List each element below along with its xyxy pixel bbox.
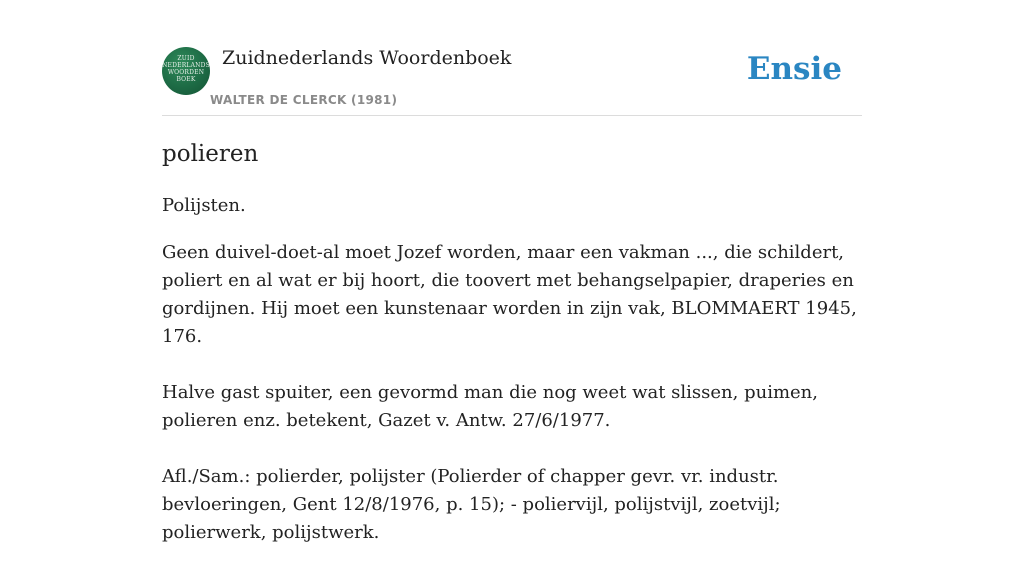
citation-paragraph: Geen duivel-doet-al moet Jozef worden, maar een vakman ..., die schildert, poliert en al wat er bij hoort, die toovert met behangselpapier, draperies en gordijnen. Hij moet een kunstenaar worden in zijn vak, BLOMMAERT 1945, 176. <box>162 242 857 347</box>
ensie-logo-link[interactable]: Ensie <box>746 51 842 87</box>
book-logo[interactable] <box>162 47 210 95</box>
logo-text: ZUID NEDERLANDS WOORDEN BOEK <box>162 55 210 83</box>
citation-paragraph: Halve gast spuiter, een gevormd man die nog weet wat slissen, puimen, polieren enz. betekent, Gazet v. Antw. 27/6/1977. <box>162 382 818 431</box>
entry-term: polieren <box>162 141 259 167</box>
header <box>162 44 862 116</box>
book-author: WALTER DE CLERCK (1981) <box>210 93 398 107</box>
book-title[interactable]: Zuidnederlands Woordenboek <box>222 47 512 69</box>
derivations-paragraph: Afl./Sam.: polierder, polijster (Polierder of chapper gevr. vr. industr. bevloeringen, Gent 12/8/1976, p. 15); - poliervijl, polijstvijl, zoetvijl; polierwerk, polijstwerk. <box>162 466 781 543</box>
entry-definition: Polijsten. <box>162 195 246 216</box>
entry-body <box>162 239 862 575</box>
